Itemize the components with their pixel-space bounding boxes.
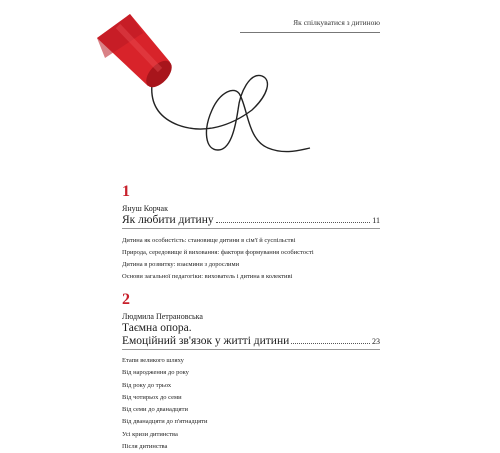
list-item: Від дванадцяти до п'ятнадцяти [122,418,208,426]
section-author: Людмила Петрановська [122,312,203,321]
subsection-list [122,235,380,283]
list-item: Від року до трьох [122,381,172,389]
section-author: Януш Корчак [122,204,168,213]
page-number: 11 [372,216,380,225]
section-number: 2 [122,291,130,308]
list-item: Дитина в розвитку: взаємини з дорослими [122,261,240,268]
list-item: Дитина як особистість: становище дитини в сім'ї й суспільстві [122,237,296,244]
toc-entry-title[interactable] [122,335,380,347]
list-item: Від чотирьох до семи [122,393,182,401]
section-title: Як любити дитину [122,214,214,226]
toc-section-2 [122,292,380,453]
list-item: Після дитинства [122,443,168,451]
cup-string [152,75,310,151]
list-item: Усі кризи дитинства [122,430,178,438]
list-item: Від семи до дванадцяти [122,406,188,414]
title-rule [122,228,380,229]
section-title-line-1: Таємна опора. [122,322,192,334]
list-item: Етапи великого шляху [122,357,184,364]
title-rule [122,349,380,350]
subsection-list [122,355,380,453]
toc-section-1 [122,184,380,283]
list-item: Від народження до року [122,369,189,377]
list-item: Основи загальної педагогіки: вихователь і дитина в колективі [122,273,293,280]
dot-leader [291,342,370,344]
paper-cup-icon [97,14,176,92]
section-number: 1 [122,183,130,200]
toc-entry-title[interactable] [122,214,380,226]
list-item: Природа, середовище й виховання: фактори формування особистості [122,249,314,256]
dot-leader [216,221,371,223]
page-number: 23 [372,337,380,346]
running-head: Як спілкуватися з дитиною [293,18,380,27]
section-title-line-2: Емоційний зв'язок у житті дитини [122,335,290,347]
